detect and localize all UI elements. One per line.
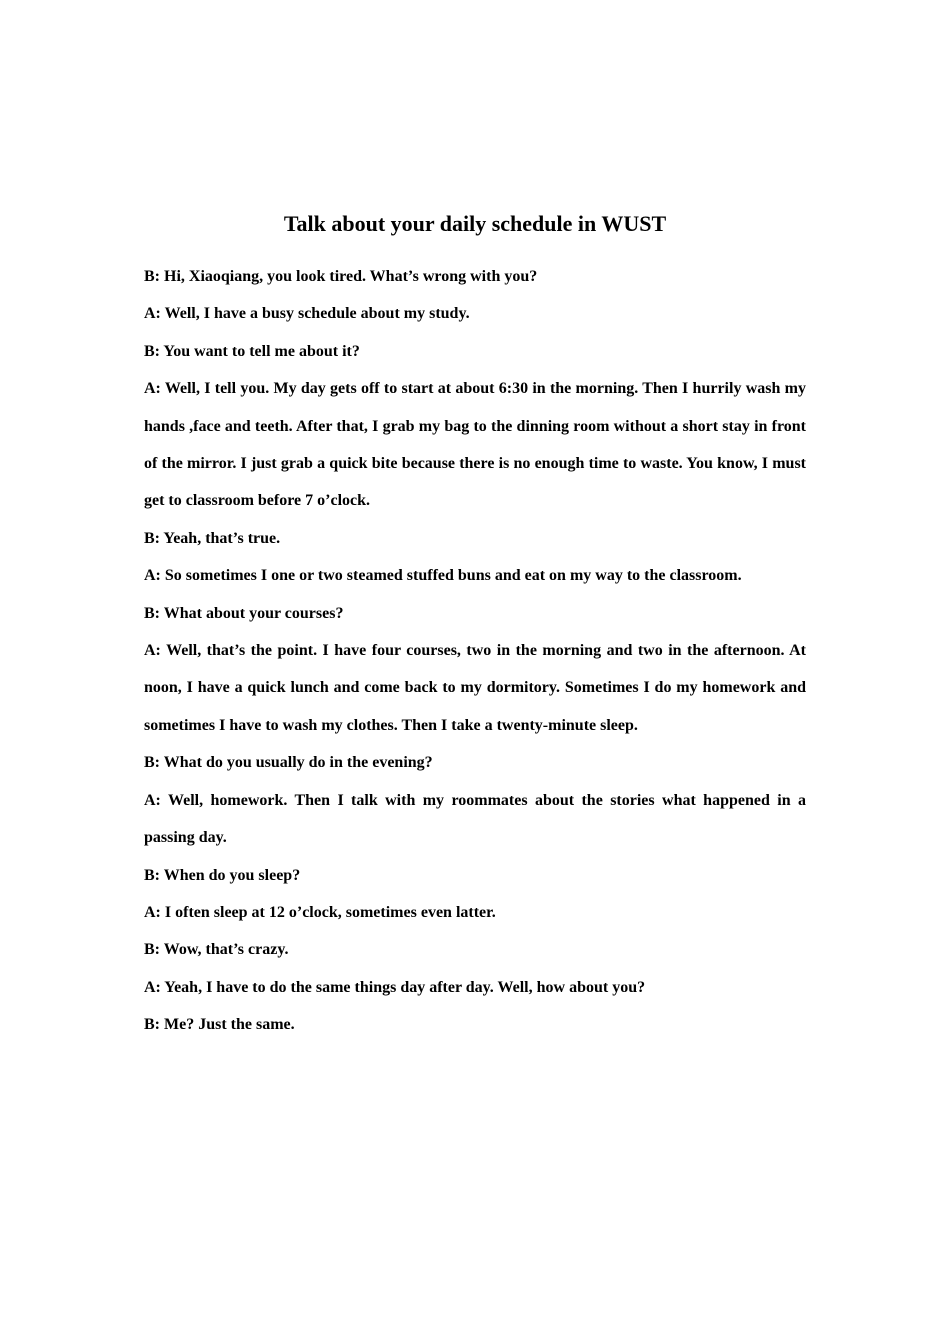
line-text: Me? Just the same. xyxy=(164,1016,295,1034)
line-text: Wow, that’s crazy. xyxy=(163,941,289,959)
line-text: Yeah, I have to do the same things day after day. Well, how about you? xyxy=(164,978,646,996)
line-text: Well, that’s the point. I have four courses, two in the morning and two in the afternoon. At noon, I have a quick lunch and come back to my dormitory. Sometimes I do my homework and sometimes I have to wash my clothes. Then I take a twenty-minute sleep. xyxy=(144,642,806,734)
speaker-label: B: xyxy=(144,754,160,772)
dialogue-line xyxy=(144,595,806,632)
line-text: Yeah, that’s true. xyxy=(163,529,281,547)
line-text: What about your courses? xyxy=(163,604,344,622)
speaker-label: B: xyxy=(144,604,160,622)
line-text: Well, I have a busy schedule about my study. xyxy=(164,305,470,323)
speaker-label: B: xyxy=(144,342,160,360)
dialogue-line xyxy=(144,520,806,557)
line-text: Hi, Xiaoqiang, you look tired. What’s wrong with you? xyxy=(164,268,538,285)
speaker-label: A: xyxy=(144,642,161,660)
speaker-label: A: xyxy=(144,978,161,996)
dialogue-body xyxy=(144,258,806,1044)
speaker-label: A: xyxy=(144,567,161,585)
dialogue-line xyxy=(144,632,806,744)
speaker-label: A: xyxy=(144,380,161,398)
dialogue-line xyxy=(144,969,806,1006)
dialogue-line xyxy=(144,333,806,370)
speaker-label: B: xyxy=(144,268,160,285)
dialogue-line xyxy=(144,557,806,594)
speaker-label: A: xyxy=(144,791,161,809)
line-text: You want to tell me about it? xyxy=(163,342,360,360)
dialogue-line xyxy=(144,857,806,894)
speaker-label: A: xyxy=(144,305,161,323)
dialogue-line xyxy=(144,370,806,520)
dialogue-line xyxy=(144,295,806,332)
line-text: Well, homework. Then I talk with my roommates about the stories what happened in a passing day. xyxy=(144,791,806,847)
speaker-label: B: xyxy=(144,1016,160,1034)
dialogue-line xyxy=(144,1006,806,1043)
dialogue-line xyxy=(144,931,806,968)
line-text: What do you usually do in the evening? xyxy=(163,754,433,772)
speaker-label: B: xyxy=(144,866,160,884)
speaker-label: B: xyxy=(144,529,160,547)
line-text: Well, I tell you. My day gets off to start at about 6:30 in the morning. Then I hurrily wash my hands ,face and teeth. After that, I grab my bag to the dinning room without a short stay in front of the mirror. I just grab a quick bite because there is no enough time to waste. You know, I must get to classroom before 7 o’clock. xyxy=(144,380,806,510)
dialogue-line xyxy=(144,894,806,931)
document-title: Talk about your daily schedule in WUST xyxy=(283,211,667,236)
dialogue-line xyxy=(144,782,806,857)
dialogue-line xyxy=(144,258,806,295)
dialogue-line xyxy=(144,744,806,781)
line-text: I often sleep at 12 o’clock, sometimes even latter. xyxy=(164,903,496,921)
speaker-label: A: xyxy=(144,903,161,921)
speaker-label: B: xyxy=(144,941,160,959)
line-text: When do you sleep? xyxy=(163,866,301,884)
line-text: So sometimes I one or two steamed stuffed buns and eat on my way to the classroom. xyxy=(164,567,742,585)
